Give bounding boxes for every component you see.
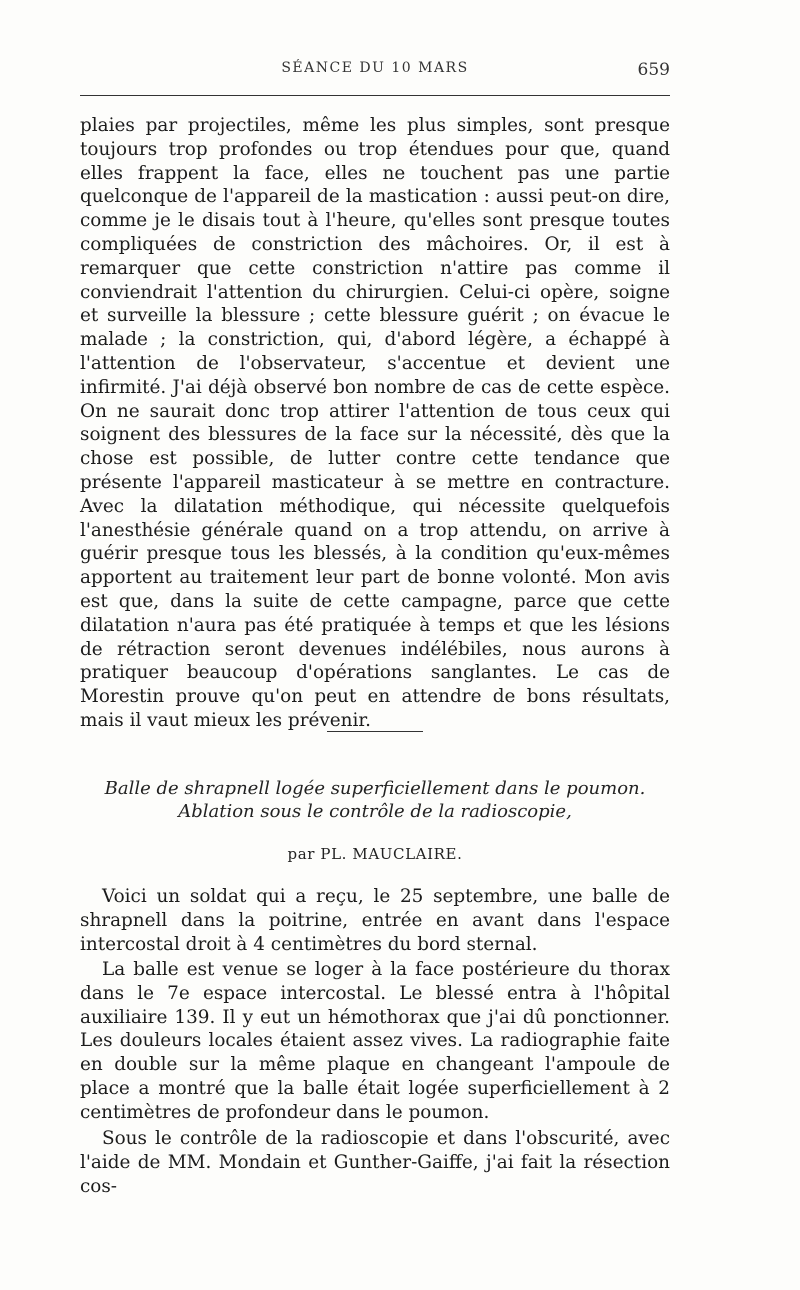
article-byline: par PL. MAUCLAIRE. bbox=[287, 845, 463, 863]
running-head bbox=[80, 60, 670, 84]
article-paragraph-1: Voici un soldat qui a reçu, le 25 septembre, une balle de shrapnell dans la poitrine, entrée en avant dans l'espace intercostal droit à 4 centimètres du bord sternal. bbox=[80, 886, 670, 955]
article-title-line-1: Balle de shrapnell logée superficiellement dans le poumon. bbox=[104, 778, 646, 799]
article-title-line-2: Ablation sous le contrôle de la radioscopie, bbox=[178, 801, 572, 822]
page-number: 659 bbox=[637, 60, 670, 80]
header-rule bbox=[80, 95, 670, 96]
body-paragraph-1: plaies par projectiles, même les plus simples, sont presque toujours trop profondes ou trop étendues pour que, quand elles frappent la face, elles ne touchent pas une partie quelconque de l'appareil de la mastication : aussi peut-on dire, comme je le disais tout à l'heure, qu'elles sont presque toutes compliquées de constriction des mâchoires. Or, il est à remarquer que cette constriction n'attire pas comme il conviendrait l'attention du chirurgien. Celui-ci opère, soigne et surveille la blessure ; cette blessure guérit ; on évacue le malade ; la constriction, qui, d'abord légère, a échappé à l'attention de l'observateur, s'accentue et devient une infirmité. J'ai déjà observé bon nombre de cas de cette espèce. On ne saurait donc trop attirer l'attention de tous ceux qui soignent des blessures de la face sur la nécessité, dès que la chose est possible, de lutter contre cette tendance que présente l'appareil masticateur à se mettre en contracture. Avec la dilatation méthodique, qui nécessite quelquefois l'anesthésie générale quand on a trop attendu, on arrive à guérir presque tous les blessés, à la condition qu'eux-mêmes apportent au traitement leur part de bonne volonté. Mon avis est que, dans la suite de cette campagne, parce que cette dilatation n'aura pas été pratiquée à temps et que les lésions de rétraction seront devenues indélébiles, nous aurons à pratiquer beaucoup d'opérations sanglantes. Le cas de Morestin prouve qu'on peut en attendre de bons résultats, mais il vaut mieux les prévenir. bbox=[80, 115, 670, 731]
section-separator bbox=[327, 731, 423, 732]
article-paragraph-2: La balle est venue se loger à la face postérieure du thorax dans le 7e espace intercostal. Le blessé entra à l'hôpital auxiliaire 139. Il y eut un hémothorax que j'ai dû ponctionner. Les douleurs locales étaient assez vives. La radiographie faite en double sur la même plaque en changeant l'ampoule de place a montré que la balle était logée superficiellement à 2 centimètres de profondeur dans le poumon. bbox=[80, 959, 670, 1123]
article-paragraph-3: Sous le contrôle de la radioscopie et dans l'obscurité, avec l'aide de MM. Mondain et Gunther-Gaiffe, j'ai fait la résection cos- bbox=[80, 1128, 670, 1197]
running-title: SÉANCE DU 10 MARS bbox=[281, 60, 469, 76]
